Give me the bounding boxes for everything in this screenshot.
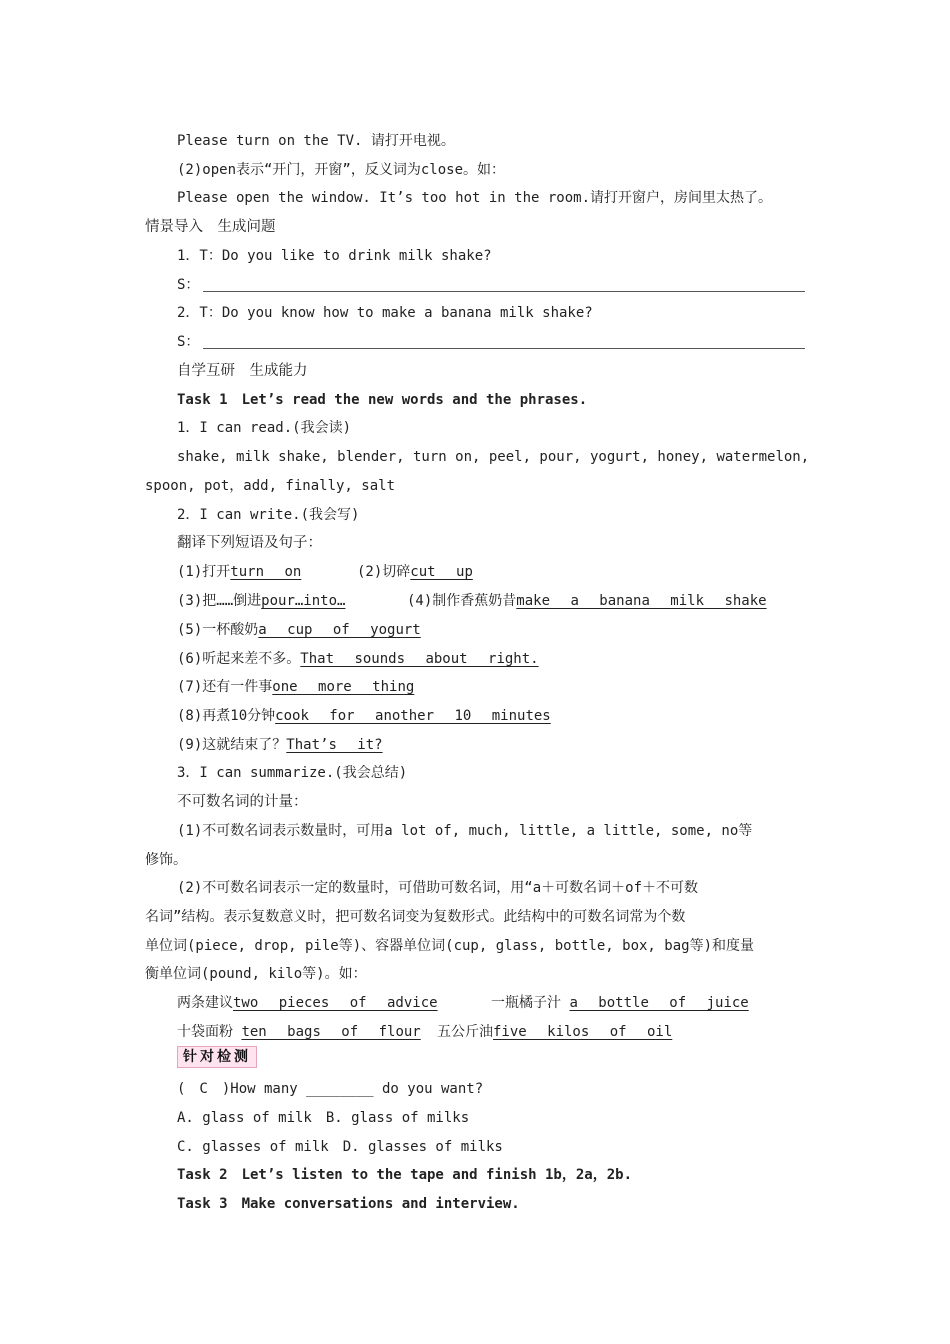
rule-1-line-1: (1)不可数名词表示数量时，可用a lot of, much, little, a little, some, no等 [177,823,753,839]
words-line-2: spoon, pot，add, finally, salt [145,478,396,494]
task-2-heading: Task 2 Let’s listen to the tape and finish 1b，2a，2b. [177,1167,633,1183]
example-3-label: 十袋面粉 [177,1024,233,1040]
item-4-label: (4)制作香蕉奶昔 [407,593,517,609]
question-1: 1．T：Do you like to drink milk shake? [177,248,492,264]
example-4 [437,1022,672,1042]
answer-label-2: S： [177,334,200,350]
translation-item-2 [357,562,473,582]
example-1-answer: two pieces of advice [233,995,438,1011]
item-6-answer: That sounds about right. [300,651,539,667]
item-8-answer: cook for another 10 minutes [275,708,551,724]
item-5-label: (5)一杯酸奶 [177,622,259,638]
translate-heading: 翻译下列短语及句子： [177,535,322,551]
summarize-heading: 3．I can summarize.(我会总结) [177,765,408,781]
example-2 [491,993,749,1013]
item-2-label: (2)切碎 [357,564,411,580]
example-2-answer: a bottle of juice [569,995,749,1011]
translation-item-1 [177,562,301,582]
item-3-answer: pour…into… [261,593,346,609]
rule-2-line-1: (2)不可数名词表示一定的数量时，可借助可数名词，用“a＋可数名词＋of＋不可数 [177,880,698,896]
quiz-options-line-1: A. glass of milk B. glass of milks [177,1110,470,1126]
summarize-title: 不可数名词的计量： [177,794,308,810]
translation-item-6 [177,649,539,669]
item-6-label: (6)听起来差不多。 [177,651,301,667]
example-2-label: 一瓶橘子汁 [491,995,561,1011]
answer-blank-2[interactable] [203,348,805,349]
intro-line-2: (2)open表示“开门，开窗”，反义词为close。如： [177,162,506,178]
item-3-label: (3)把……倒进 [177,593,262,609]
rule-2-line-2: 名词”结构。表示复数意义时，把可数名词变为复数形式。此结构中的可数名词常为个数 [145,909,686,925]
task-3-heading: Task 3 Make conversations and interview. [177,1196,520,1212]
item-9-label: (9)这就结束了？ [177,737,287,753]
rule-2-line-3: 单位词(piece, drop, pile等)、容器单位词(cup, glass, bottle, box, bag等)和度量 [145,938,755,954]
translation-item-5 [177,620,421,640]
quiz-question: ( C )How many ________ do you want? [177,1081,484,1097]
item-9-answer: That’s it? [286,737,383,753]
targeted-check-badge: 针对检测 [177,1046,257,1068]
intro-line-3: Please open the window. It’s too hot in the room.请打开窗户，房间里太热了。 [177,190,773,206]
translation-item-9 [177,735,383,755]
item-7-answer: one more thing [272,679,415,695]
example-1 [177,993,438,1013]
item-8-label: (8)再煮10分钟 [177,708,276,724]
rule-1-line-2: 修饰。 [145,852,187,868]
answer-blank-1[interactable] [203,291,805,292]
item-1-answer: turn on [230,564,302,580]
example-3 [177,1022,421,1042]
example-1-label: 两条建议 [177,995,233,1011]
example-4-label: 五公斤油 [437,1024,493,1040]
section-title-selfstudy: 自学互研 生成能力 [177,363,308,379]
rule-2-line-4: 衡单位词(pound, kilo等)。如： [145,966,367,982]
read-heading: 1．I can read.(我会读) [177,420,352,436]
item-5-answer: a cup of yogurt [258,622,421,638]
translation-item-7 [177,677,414,697]
answer-label-1: S： [177,277,200,293]
section-title-situation: 情景导入 生成问题 [145,219,276,235]
translation-item-4 [407,591,767,611]
item-4-answer: make a banana milk shake [516,593,767,609]
item-1-label: (1)打开 [177,564,231,580]
item-2-answer: cut up [410,564,473,580]
item-7-label: (7)还有一件事 [177,679,273,695]
intro-line-1: Please turn on the TV. 请打开电视。 [177,133,455,149]
words-line-1: shake, milk shake, blender, turn on, peel, pour, yogurt, honey, watermelon, [177,449,810,465]
task-1-heading: Task 1 Let’s read the new words and the phrases. [177,392,588,408]
write-heading: 2．I can write.(我会写) [177,507,360,523]
quiz-options-line-2: C. glasses of milk D. glasses of milks [177,1139,503,1155]
translation-item-8 [177,706,551,726]
example-3-answer: ten bags of flour [241,1024,421,1040]
question-2: 2．T：Do you know how to make a banana milk shake? [177,305,593,321]
translation-item-3 [177,591,345,611]
example-4-answer: five kilos of oil [493,1024,673,1040]
